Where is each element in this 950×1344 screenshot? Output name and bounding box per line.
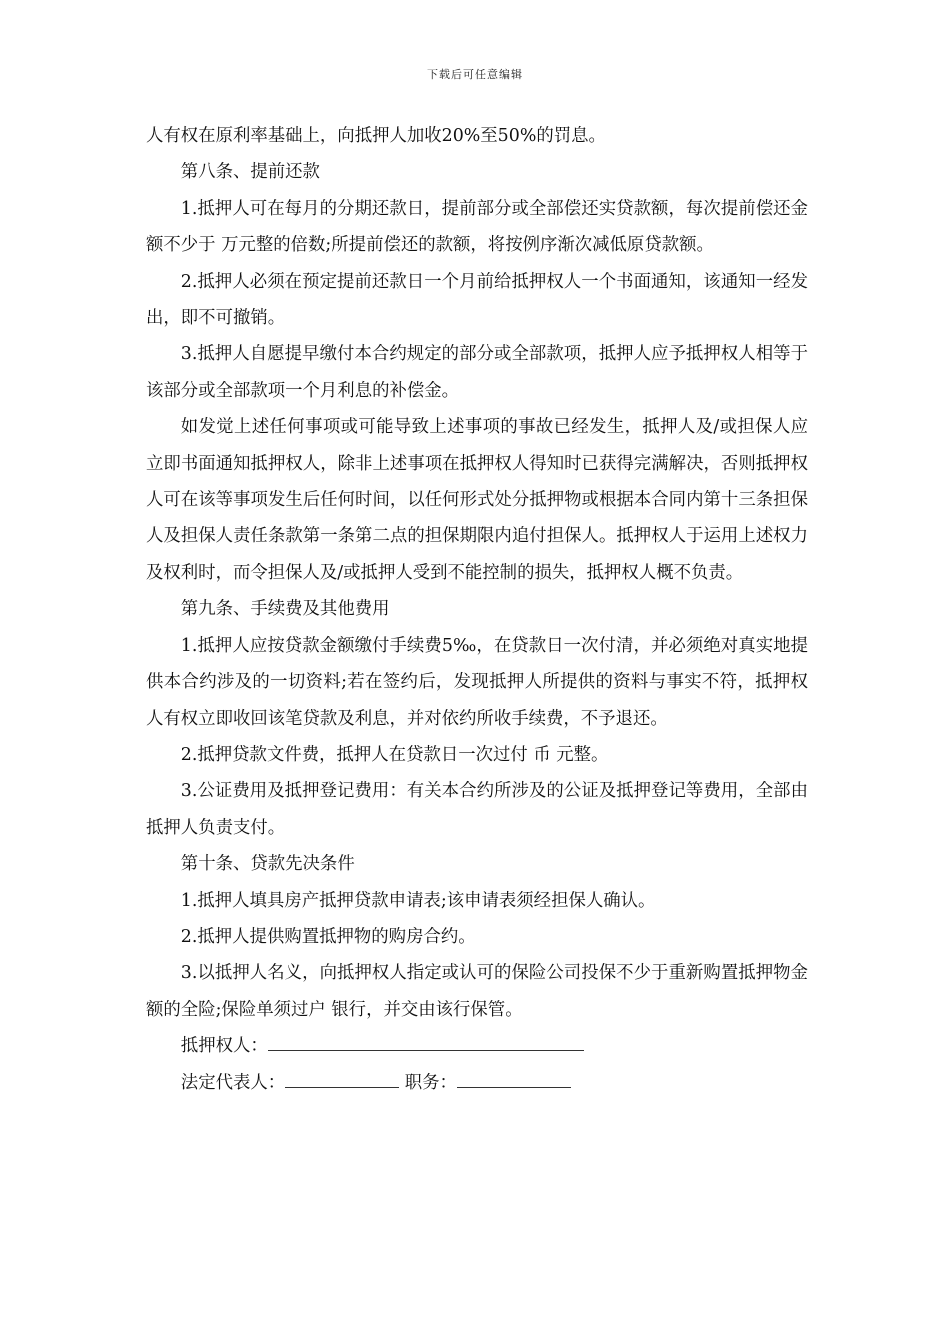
section-heading-10: 第十条、贷款先决条件 (180, 854, 355, 875)
mortgagee-signature-line (268, 1028, 584, 1051)
legal-rep-label: 法定代表人： (180, 1072, 286, 1093)
mortgagee-label: 抵押权人： (180, 1036, 268, 1057)
page-header: 下载后可任意编辑 (427, 68, 523, 81)
signature-legal-rep-row (146, 1065, 808, 1101)
paragraph: 3.抵押人自愿提早缴付本合约规定的部分或全部款项，抵押人应予抵押权人相等于该部分或全部款项一个月利息的补偿金。 (146, 344, 808, 401)
paragraph: 3.公证费用及抵押登记费用：有关本合约所涉及的公证及抵押登记等费用，全部由抵押人负责支付。 (146, 781, 808, 838)
section-heading-9: 第九条、手续费及其他费用 (180, 599, 390, 620)
signature-mortgagee-row (146, 1028, 808, 1064)
position-signature-line (457, 1065, 571, 1088)
paragraph: 2.抵押人必须在预定提前还款日一个月前给抵押权人一个书面通知，该通知一经发出，即不可撤销。 (146, 271, 808, 329)
paragraph: 2.抵押人提供购置抵押物的购房合约。 (180, 926, 476, 947)
paragraph: 人有权在原利率基础上，向抵押人加收20%至50%的罚息。 (146, 126, 606, 146)
position-label: 职务： (404, 1072, 457, 1093)
section-heading-8: 第八条、提前还款 (180, 162, 320, 183)
legal-rep-signature-line (285, 1065, 399, 1088)
paragraph: 2.抵押贷款文件费，抵押人在贷款日一次过付 币 元整。 (180, 744, 609, 765)
paragraph: 1.抵押人应按贷款金额缴付手续费5‰，在贷款日一次付清，并必须绝对真实地提供本合约涉及的一切资料;若在签约后，发现抵押人所提供的资料与事实不符，抵押权人有权立即收回该笔贷款及利息，并对依约所收手续费，不予退还。 (146, 635, 808, 729)
paragraph: 3.以抵押人名义，向抵押权人指定或认可的保险公司投保不少于重新购置抵押物金额的全险;保险单须过户 银行，并交由该行保管。 (146, 963, 808, 1020)
paragraph: 如发觉上述任何事项或可能导致上述事项的事故已经发生，抵押人及/或担保人应立即书面通知抵押权人，除非上述事项在抵押权人得知时已获得完满解决，否则抵押权人可在该等事项发生后任何时间，以任何形式处分抵押物或根据本合同内第十三条担保人及担保人责任条款第一条第二点的担保期限内追付担保人。抵押权人于运用上述权力及权利时，而令担保人及/或抵押人受到不能控制的损失，抵押权人概不负责。 (146, 417, 808, 583)
paragraph: 1.抵押人填具房产抵押贷款申请表;该申请表须经担保人确认。 (180, 890, 656, 911)
document-body (146, 118, 808, 1101)
paragraph: 1.抵押人可在每月的分期还款日，提前部分或全部偿还实贷款额，每次提前偿还金额不少于 万元整的倍数;所提前偿还的款额，将按例序渐次减低原贷款额。 (146, 198, 808, 256)
